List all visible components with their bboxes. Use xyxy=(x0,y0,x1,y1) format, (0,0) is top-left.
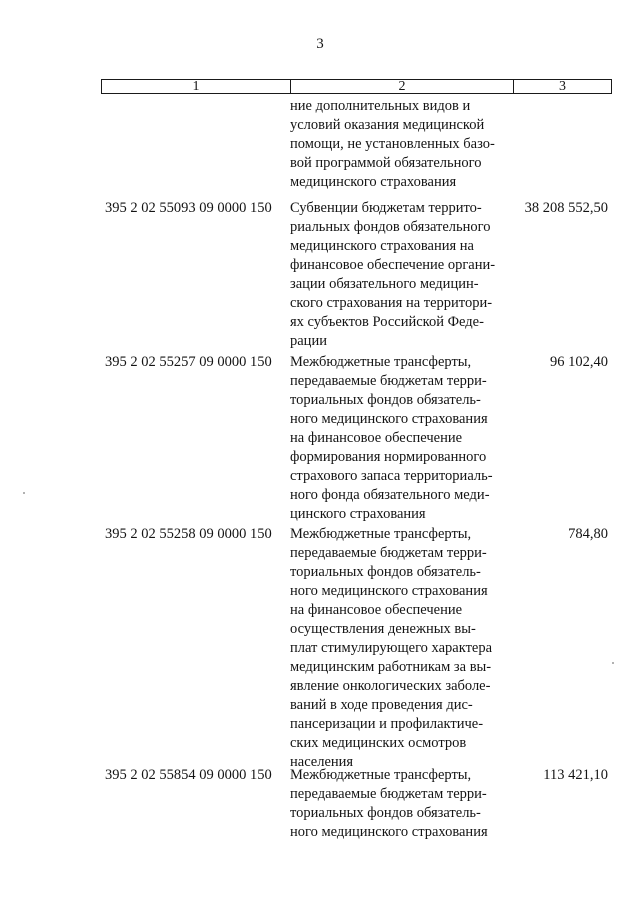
description-line: Межбюджетные трансферты, xyxy=(290,767,472,783)
description-line: осуществления денежных вы- xyxy=(290,621,476,637)
scan-speck xyxy=(23,492,25,494)
description-line: населения xyxy=(290,754,354,770)
column-header-1: 1 xyxy=(102,80,291,94)
column-header-3: 3 xyxy=(514,80,612,94)
description-line: медицинского страхования на xyxy=(290,238,474,254)
description-line: Межбюджетные трансферты, xyxy=(290,354,472,370)
amount: 38 208 552,50 xyxy=(524,200,608,216)
description-line: пансеризации и профилактиче- xyxy=(290,716,484,732)
description-line: ского страхования на территори- xyxy=(290,295,493,311)
column-header-table xyxy=(101,79,612,94)
description-line: страхового запаса территориаль- xyxy=(290,468,493,484)
description-line: медицинским работникам за вы- xyxy=(290,659,492,675)
column-header-2: 2 xyxy=(291,80,514,94)
amount: 96 102,40 xyxy=(550,354,608,370)
description-line: цинского страхования xyxy=(290,506,426,522)
description-line: ториальных фондов обязатель- xyxy=(290,564,481,580)
page-number: 3 xyxy=(316,36,324,52)
description-line: помощи, не установленных базо- xyxy=(290,136,495,152)
description-line: ях субъектов Российской Феде- xyxy=(290,314,484,330)
description-line: ного медицинского страхования xyxy=(290,411,488,427)
description-line: ного медицинского страхования xyxy=(290,583,488,599)
budget-code: 395 2 02 55257 09 0000 150 xyxy=(105,354,272,370)
description-line: финансовое обеспечение органи- xyxy=(290,257,496,273)
description-line: на финансовое обеспечение xyxy=(290,602,463,618)
row-description xyxy=(290,199,520,351)
row-description xyxy=(290,525,520,772)
description-line: Межбюджетные трансферты, xyxy=(290,526,472,542)
description-line: на финансовое обеспечение xyxy=(290,430,463,446)
description-line: ваний в ходе проведения дис- xyxy=(290,697,473,713)
description-line: Субвенции бюджетам террито- xyxy=(290,200,482,216)
row-description xyxy=(290,353,520,524)
description-line: ного медицинского страхования xyxy=(290,824,488,840)
scan-speck xyxy=(612,662,614,664)
amount: 113 421,10 xyxy=(543,767,608,783)
description-line: передаваемые бюджетам терри- xyxy=(290,545,487,561)
description-line: зации обязательного медицин- xyxy=(290,276,479,292)
row-description xyxy=(290,766,520,842)
description-line: формирования нормированного xyxy=(290,449,487,465)
amount: 784,80 xyxy=(568,526,608,542)
description-line: ние дополнительных видов и xyxy=(290,98,471,114)
description-line: явление онкологических заболе- xyxy=(290,678,491,694)
description-line: вой программой обязательного xyxy=(290,155,482,171)
budget-code: 395 2 02 55854 09 0000 150 xyxy=(105,767,272,783)
description-line: ториальных фондов обязатель- xyxy=(290,805,481,821)
description-line: передаваемые бюджетам терри- xyxy=(290,786,487,802)
description-line: ских медицинских осмотров xyxy=(290,735,467,751)
description-line: медицинского страхования xyxy=(290,174,457,190)
description-line: ного фонда обязательного меди- xyxy=(290,487,490,503)
description-line: плат стимулирующего характера xyxy=(290,640,493,656)
description-line: риальных фондов обязательного xyxy=(290,219,491,235)
description-line: рации xyxy=(290,333,327,349)
budget-code: 395 2 02 55093 09 0000 150 xyxy=(105,200,272,216)
budget-code: 395 2 02 55258 09 0000 150 xyxy=(105,526,272,542)
description-line: условий оказания медицинской xyxy=(290,117,485,133)
description-line: ториальных фондов обязатель- xyxy=(290,392,481,408)
row-description xyxy=(290,97,520,192)
description-line: передаваемые бюджетам терри- xyxy=(290,373,487,389)
